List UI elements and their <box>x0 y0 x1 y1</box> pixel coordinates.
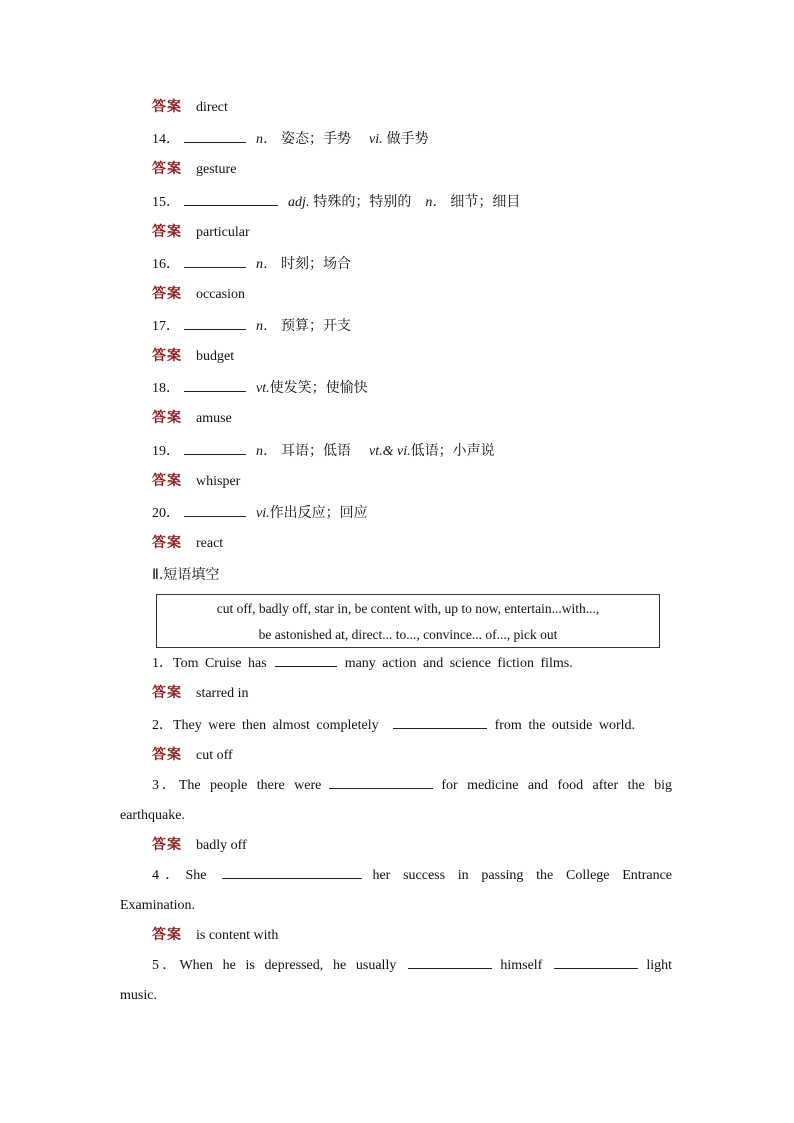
answer-row <box>152 683 248 703</box>
vocab-item-18 <box>152 377 368 397</box>
item-number: 18． <box>152 381 180 396</box>
answer-blank <box>184 315 246 330</box>
sentence-before: They were then almost completely <box>173 718 379 733</box>
phrase-bank-box <box>156 594 660 648</box>
sentence-before: The people there were <box>178 778 322 793</box>
answer-row <box>152 222 250 242</box>
answer-label: 答案 <box>152 685 182 701</box>
answer-blank-2 <box>554 954 638 969</box>
definition: 预算；开支 <box>281 318 351 334</box>
answer-row <box>152 925 278 945</box>
answer-label: 答案 <box>152 927 182 943</box>
part-of-speech: vt. <box>256 381 270 396</box>
sentence-before: When he is depressed, he usually <box>179 958 397 973</box>
answer-blank <box>184 377 246 392</box>
answer-blank <box>222 864 362 879</box>
answer-row <box>152 408 232 428</box>
answer-label: 答案 <box>152 473 182 489</box>
item-number: 17． <box>152 319 180 334</box>
answer-row <box>152 471 240 491</box>
answer-blank <box>393 714 487 729</box>
answer-blank <box>329 774 433 789</box>
vocab-item-17 <box>152 315 351 335</box>
vocab-item-20 <box>152 502 368 522</box>
answer-label: 答案 <box>152 224 182 240</box>
item-number: 20． <box>152 506 180 521</box>
answer-label: 答案 <box>152 286 182 302</box>
sentence-after: from the outside world. <box>494 718 636 733</box>
answer-row <box>152 159 236 179</box>
phrase-item-5 <box>120 951 672 1011</box>
answer-text: react <box>196 536 224 551</box>
item-number: 2． <box>152 718 173 733</box>
phrase-bank-line-1: cut off, badly off, star in, be content with, up to now, entertain...with..., <box>216 601 600 616</box>
definition: 姿态；手势 <box>281 131 351 147</box>
answer-blank <box>184 253 246 268</box>
answer-text: budget <box>196 349 235 364</box>
part-of-speech: n． <box>256 444 277 459</box>
definition-2: 细节；细目 <box>450 194 521 210</box>
part-of-speech: vi. <box>256 506 270 521</box>
definition: 作出反应；回应 <box>269 505 368 521</box>
part-of-speech-2: vi. <box>369 132 383 147</box>
answer-text: cut off <box>196 748 233 763</box>
answer-row <box>152 533 223 553</box>
item-number: 19． <box>152 444 180 459</box>
answer-row <box>152 835 247 855</box>
answer-blank <box>184 128 246 143</box>
section-title: Ⅱ.短语填空 <box>152 567 220 583</box>
answer-text: starred in <box>196 686 249 701</box>
answer-text: particular <box>196 225 250 240</box>
answer-blank <box>184 191 278 206</box>
vocab-item-15 <box>152 191 520 211</box>
answer-blank <box>275 652 337 667</box>
definition-2: 低语；小声说 <box>410 443 495 459</box>
answer-text: gesture <box>196 162 237 177</box>
part-of-speech-2: vt.& vi. <box>369 444 411 459</box>
answer-text: amuse <box>196 411 232 426</box>
vocab-item-14 <box>152 128 429 148</box>
part-of-speech: n． <box>256 319 277 334</box>
sentence-before: She <box>185 868 207 883</box>
phrase-item-1 <box>152 652 573 674</box>
answer-row <box>152 346 234 366</box>
answer-label: 答案 <box>152 348 182 364</box>
item-number: 4． <box>152 868 186 883</box>
phrase-item-2 <box>152 714 635 736</box>
answer-text: direct <box>196 100 228 115</box>
answer-label: 答案 <box>152 161 182 177</box>
sentence-after: many action and science fiction films. <box>344 656 573 671</box>
phrase-bank-line-2: be astonished at, direct... to..., convince... of..., pick out <box>258 627 558 642</box>
answer-label: 答案 <box>152 410 182 426</box>
answer-text: whisper <box>196 474 241 489</box>
phrase-item-3 <box>120 771 672 831</box>
sentence-after: for medicine and food after the big earthquake. <box>120 778 673 823</box>
definition: 耳语；低语 <box>281 443 351 459</box>
item-number: 3． <box>152 778 179 793</box>
answer-blank <box>408 954 492 969</box>
answer-blank <box>184 440 246 455</box>
answer-label: 答案 <box>152 747 182 763</box>
sentence-mid: himself <box>500 958 543 973</box>
answer-text: occasion <box>196 287 245 302</box>
sentence-after: her success in passing the College Entrance Examination. <box>120 868 672 913</box>
answer-blank <box>184 502 246 517</box>
sentence-before: Tom Cruise has <box>173 656 267 671</box>
part-of-speech: adj. <box>288 195 310 210</box>
answer-row <box>152 284 245 304</box>
answer-label: 答案 <box>152 99 182 115</box>
answer-row <box>152 97 228 117</box>
item-number: 5． <box>152 958 180 973</box>
answer-text: is content with <box>196 928 279 943</box>
definition: 使发笑；使愉快 <box>269 380 368 396</box>
item-number: 15． <box>152 195 180 210</box>
answer-label: 答案 <box>152 837 182 853</box>
definition: 时刻；场合 <box>281 256 351 272</box>
item-number: 1． <box>152 656 173 671</box>
vocab-item-16 <box>152 253 351 273</box>
vocab-item-19 <box>152 440 495 460</box>
part-of-speech: n． <box>256 257 277 272</box>
sentence-after: light music. <box>120 958 673 1003</box>
answer-label: 答案 <box>152 535 182 551</box>
answer-row <box>152 745 233 765</box>
definition-2: 做手势 <box>386 131 429 147</box>
part-of-speech-2: n． <box>425 195 447 210</box>
definition: 特殊的；特别的 <box>313 194 412 210</box>
part-of-speech: n． <box>256 132 277 147</box>
item-number: 16． <box>152 257 180 272</box>
item-number: 14． <box>152 132 180 147</box>
answer-text: badly off <box>196 838 247 853</box>
phrase-item-4 <box>120 861 672 921</box>
